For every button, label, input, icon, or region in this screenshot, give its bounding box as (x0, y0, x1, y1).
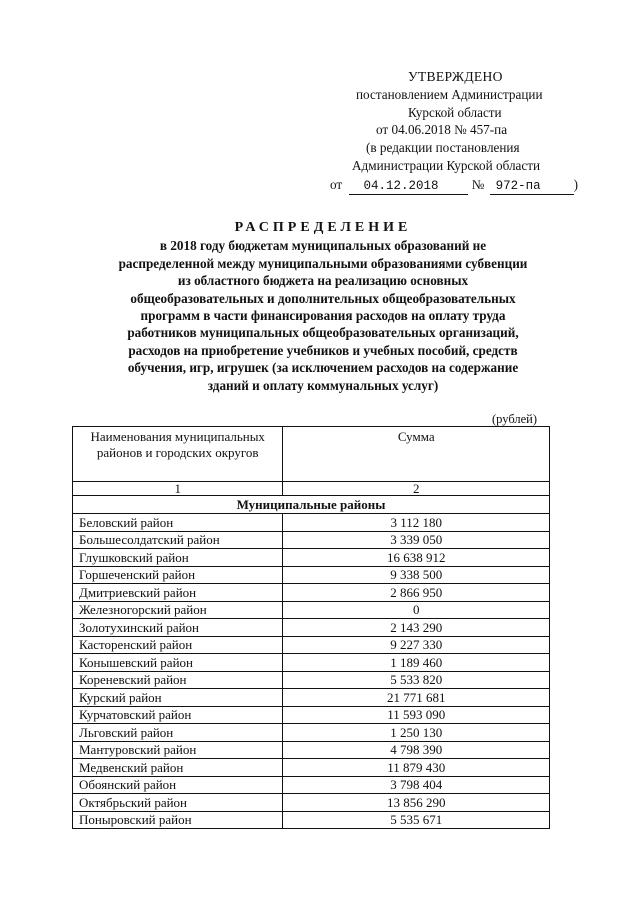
table-row (73, 706, 550, 724)
section-title: Муниципальные районы (73, 496, 550, 514)
heading-line: программ в части финансирования расходов на оплату труда (140, 308, 506, 324)
heading-line: в 2018 году бюджетам муниципальных образований не (159, 238, 487, 254)
approval-ot-label: от (330, 176, 343, 192)
distribution-table (72, 426, 550, 829)
district-name: Золотухинский район (73, 619, 283, 637)
district-sum: 2 143 290 (283, 619, 550, 637)
heading-line: работников муниципальных общеобразовательных организаций, (127, 325, 519, 341)
district-name: Большесолдатский район (73, 531, 283, 549)
table-row (73, 584, 550, 602)
district-name: Горшеченский район (73, 566, 283, 584)
district-name: Конышевский район (73, 654, 283, 672)
district-name: Кореневский район (73, 671, 283, 689)
heading-title: РАСПРЕДЕЛЕНИЕ (234, 220, 412, 235)
currency-unit: (рублей) (492, 412, 538, 426)
table-row (73, 601, 550, 619)
district-name: Глушковский район (73, 549, 283, 567)
approval-title: УТВЕРЖДЕНО (408, 69, 503, 84)
district-sum: 11 593 090 (283, 706, 550, 724)
column-header-sum: Сумма (283, 427, 550, 482)
heading-line: зданий и оплату коммунальных услуг) (207, 377, 439, 393)
district-name: Медвенский район (73, 759, 283, 777)
table-row (73, 514, 550, 532)
district-sum: 11 879 430 (283, 759, 550, 777)
heading-line: распределенной между муниципальными образованиями субвенции (118, 255, 528, 271)
table-row (73, 671, 550, 689)
district-name: Курчатовский район (73, 706, 283, 724)
approval-line-3: от 04.06.2018 № 457-па (376, 122, 508, 138)
document-heading (66, 219, 580, 394)
approval-line-1: постановлением Администрации (356, 86, 543, 102)
district-sum: 3 339 050 (283, 531, 550, 549)
column-number-row (73, 482, 550, 496)
heading-line: из областного бюджета на реализацию основных (177, 273, 469, 289)
table-row (73, 724, 550, 742)
table-row (73, 689, 550, 707)
district-name: Октябрьский район (73, 794, 283, 812)
table-row (73, 741, 550, 759)
district-sum: 0 (283, 601, 550, 619)
approval-stamp (330, 68, 600, 195)
table-row (73, 776, 550, 794)
district-name: Курский район (73, 689, 283, 707)
table-row (73, 619, 550, 637)
column-number-1: 1 (73, 482, 283, 496)
district-sum: 3 798 404 (283, 776, 550, 794)
district-name: Беловский район (73, 514, 283, 532)
district-sum: 4 798 390 (283, 741, 550, 759)
column-number-2: 2 (283, 482, 550, 496)
table-row (73, 549, 550, 567)
approval-line-4: (в редакции постановления (366, 140, 520, 156)
approval-date: 04.12.2018 (349, 179, 468, 195)
heading-line: общеобразовательных и дополнительных общеобразовательных (130, 290, 516, 306)
district-name: Касторенский район (73, 636, 283, 654)
approval-num-label: № (471, 176, 485, 192)
approval-revision-line (330, 176, 600, 195)
district-sum: 1 250 130 (283, 724, 550, 742)
table-row (73, 794, 550, 812)
district-name: Мантуровский район (73, 741, 283, 759)
district-sum: 5 535 671 (283, 811, 550, 829)
district-sum: 9 227 330 (283, 636, 550, 654)
table-row (73, 636, 550, 654)
column-header-name: Наименования муниципальных районов и городских округов (73, 427, 283, 482)
approval-number: 972-па (490, 179, 574, 195)
approval-line-2: Курской области (408, 104, 502, 120)
district-sum: 9 338 500 (283, 566, 550, 584)
district-name: Льговский район (73, 724, 283, 742)
table-row (73, 811, 550, 829)
district-sum: 16 638 912 (283, 549, 550, 567)
district-sum: 1 189 460 (283, 654, 550, 672)
approval-line-5: Администрации Курской области (352, 157, 541, 173)
table-row (73, 531, 550, 549)
table-row (73, 654, 550, 672)
district-sum: 5 533 820 (283, 671, 550, 689)
district-sum: 13 856 290 (283, 794, 550, 812)
district-sum: 3 112 180 (283, 514, 550, 532)
heading-line: обучения, игр, игрушек (за исключением расходов на содержание (127, 360, 519, 376)
table-header-row (73, 427, 550, 482)
district-name: Обоянский район (73, 776, 283, 794)
table-row (73, 759, 550, 777)
district-sum: 21 771 681 (283, 689, 550, 707)
section-row (73, 496, 550, 514)
approval-close-paren: ) (573, 176, 579, 192)
district-name: Дмитриевский район (73, 584, 283, 602)
table-row (73, 566, 550, 584)
heading-line: расходов на приобретение учебников и учебных пособий, средств (128, 342, 518, 358)
district-name: Железногорский район (73, 601, 283, 619)
district-sum: 2 866 950 (283, 584, 550, 602)
district-name: Поныровский район (73, 811, 283, 829)
